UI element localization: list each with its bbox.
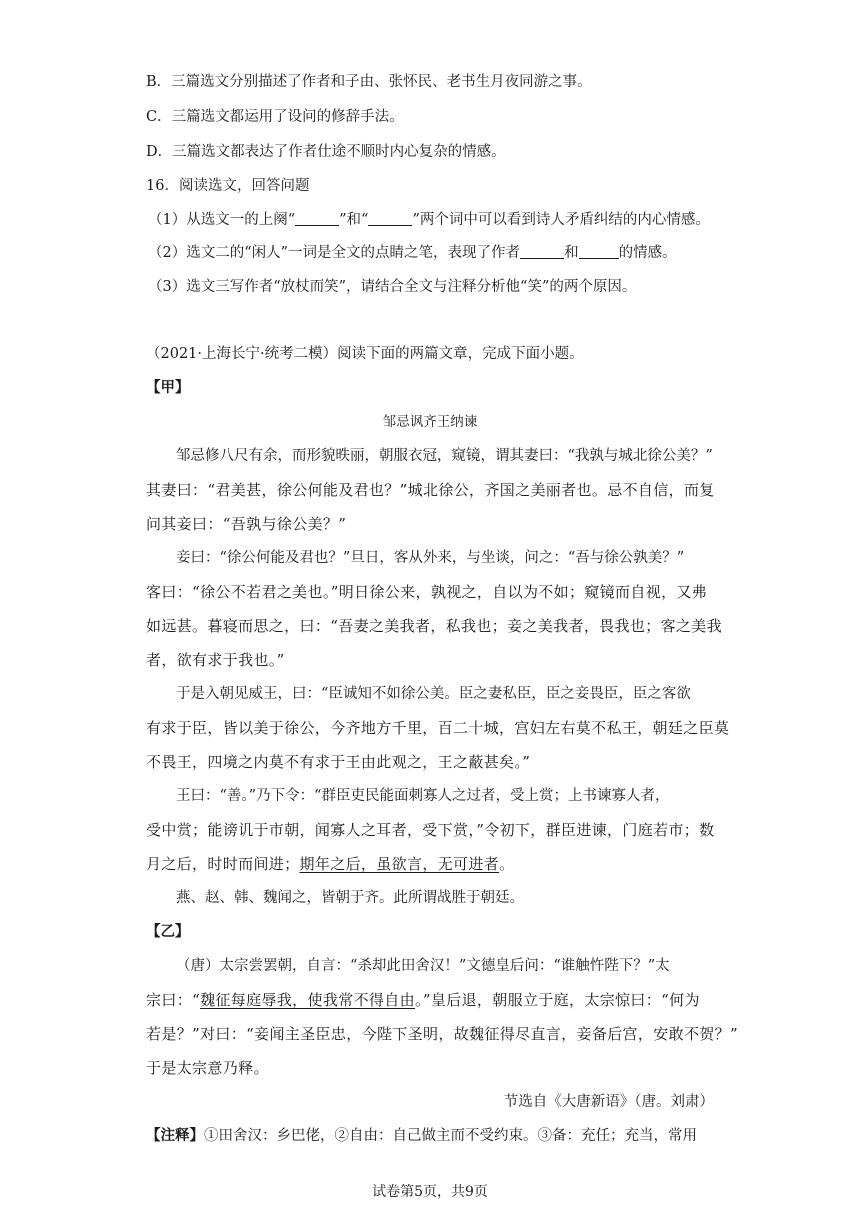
annotation: 【注释】①田舍汉：乡巴佬，②自由：自己做主而不受约束。③备：充任；充当，常用 [146,1127,697,1144]
question-16-part-2: （2）选文二的“闲人”一词是全文的点睛之笔，表现了作者 和 的情感。 [148,245,677,261]
passage-line: 若是？”对曰：“妾闻主圣臣忠，今陛下圣明，故魏征得尽直言，妾备后宫，安敢不贺？” [146,1025,739,1043]
page-footer: 试卷第5页，共9页 [372,1184,488,1200]
answer-blank[interactable] [579,244,619,259]
passage-line: 邹忌修八尺有余，而形貌昳丽，朝服衣冠，窥镜，谓其妻曰：“我孰与城北徐公美？” [176,448,713,464]
passage-line: 妾曰：“徐公何能及君也？”旦日，客从外来，与坐谈，问之：“吾与徐公孰美？” [176,550,685,566]
question-16-part-1: （1）从选文一的上阕“ ”和“ ”两个词中可以看到诗人矛盾纠结的内心情感。 [148,212,710,228]
underlined-sentence: 期年之后，虽欲言，无可进者 [299,855,500,873]
passage-line: 燕、赵、韩、魏闻之，皆朝于齐。此所谓战胜于朝廷。 [176,890,524,906]
passage-line: （唐）太宗尝罢朝，自言：“杀却此田舍汉！”文德皇后问：“谁触忤陛下？”太 [176,958,670,974]
question-16-stem: 16．阅读选文，回答问题 [146,178,310,194]
option-b: B．三篇选文分别描述了作者和子由、张怀民、老书生月夜同游之事。 [146,74,592,90]
question-16-part-3: （3）选文三写作者“放杖而笑”，请结合全文与注释分析他“笑”的两个原因。 [148,279,637,295]
source-citation: 节选自《大唐新语》（唐。刘肃） [503,1094,714,1110]
passage-line: 于是太宗意乃释。 [146,1059,269,1077]
passage-line: 者，欲有求于我也。” [146,651,285,669]
answer-blank[interactable] [368,211,412,226]
passage-line: 其妻曰：“君美甚，徐公何能及君也？”城北徐公，齐国之美丽者也。忌不自信，而复 [146,481,715,499]
label-yi: 【乙】 [146,923,190,940]
passage-line: 于是入朝见威王，曰：“臣诚知不如徐公美。臣之妻私臣，臣之妾畏臣，臣之客欲 [176,686,691,702]
option-d: D．三篇选文都表达了作者仕途不顺时内心复杂的情感。 [146,144,506,160]
answer-blank[interactable] [520,244,564,259]
passage-line: 问其妾曰：“吾孰与徐公美？” [146,515,347,533]
passage-line: 宗曰：“魏征每庭辱我，使我常不得自由。”皇后退，朝服立于庭，太宗惊曰：“何为 [146,991,700,1009]
passage-line: 如远甚。暮寝而思之，曰：“吾妻之美我者，私我也；妾之美我者，畏我也；客之美我 [146,617,722,635]
label-jia: 【甲】 [146,379,190,396]
answer-blank[interactable] [295,211,339,226]
passage-line: 客曰：“徐公不若君之美也。”明日徐公来，孰视之，自以为不如；窥镜而自视，又弗 [146,583,708,601]
option-c: C．三篇选文都运用了设问的修辞手法。 [146,109,404,125]
passage-title: 邹忌讽齐王纳谏 [382,414,478,430]
annotation-label: 【注释】 [146,1127,204,1144]
underlined-sentence: 魏征每庭辱我，使我常不得自由 [200,991,415,1009]
passage-line: 王曰：“善。”乃下令：“群臣吏民能面刺寡人之过者，受上赏；上书谏寡人者， [176,788,670,804]
passage-line: 月之后，时时而间进；期年之后，虽欲言，无可进者。 [146,855,515,873]
passage-line: 受中赏；能谤讥于市朝，闻寡人之耳者，受下赏，”令初下，群臣进谏，门庭若市；数 [146,821,715,839]
passage-line: 不畏王，四境之内莫不有求于王由此观之，王之蔽甚矣。” [146,753,531,771]
section-intro: （2021·上海长宁·统考二模）阅读下面的两篇文章，完成下面小题。 [146,346,584,362]
passage-line: 有求于臣，皆以美于徐公，今齐地方千里，百二十城，宫妇左右莫不私王，朝廷之臣莫 [146,719,730,737]
